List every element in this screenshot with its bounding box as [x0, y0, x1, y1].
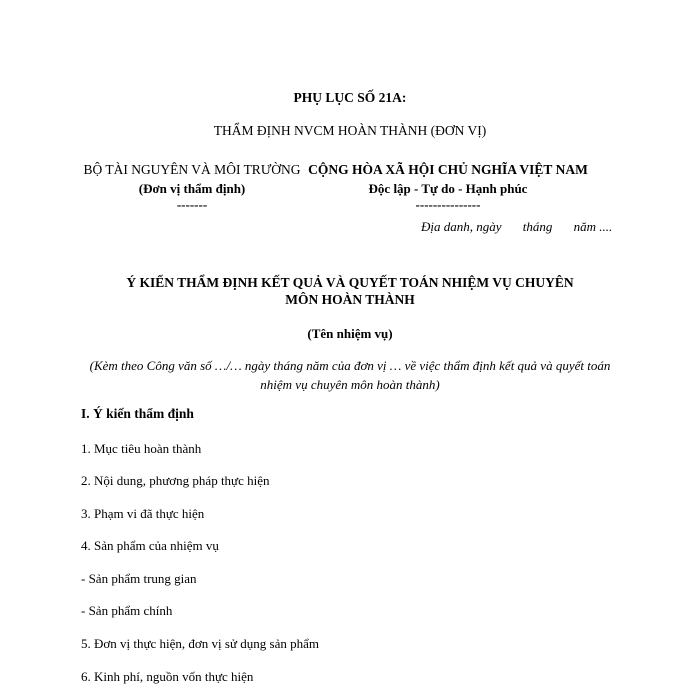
place-date-line	[421, 219, 612, 235]
appendix-subtitle: THẨM ĐỊNH NVCM HOÀN THÀNH (ĐƠN VỊ)	[213, 123, 487, 138]
list-item: 5. Đơn vị thực hiện, đơn vị sử dụng sản phẩm	[81, 636, 319, 651]
ministry-divider: -------	[176, 197, 208, 212]
nation-motto: Độc lập - Tự do - Hạnh phúc	[368, 181, 528, 196]
section-heading: I. Ý kiến thẩm định	[81, 406, 194, 421]
list-item: 3. Phạm vi đã thực hiện	[81, 506, 205, 521]
appendix-title: PHỤ LỤC SỐ 21A:	[293, 90, 407, 105]
nation-divider: ---------------	[415, 197, 481, 212]
list-item: 4. Sản phẩm của nhiệm vụ	[81, 538, 219, 553]
month-label: tháng	[522, 219, 553, 234]
task-name: (Tên nhiệm vụ)	[307, 326, 393, 341]
place-day-label: Địa danh, ngày	[421, 219, 502, 234]
year-label: năm ....	[573, 219, 613, 234]
list-item: 2. Nội dung, phương pháp thực hiện	[81, 473, 270, 488]
nation-name: CỘNG HÒA XÃ HỘI CHỦ NGHĨA VIỆT NAM	[308, 162, 588, 177]
list-item: 6. Kinh phí, nguồn vốn thực hiện	[81, 669, 254, 684]
appraisal-unit-label: (Đơn vị thẩm định)	[138, 181, 246, 196]
ministry-name: BỘ TÀI NGUYÊN VÀ MÔI TRƯỜNG	[83, 162, 301, 177]
list-item: 1. Mục tiêu hoàn thành	[81, 441, 202, 456]
list-item: - Sản phẩm trung gian	[81, 571, 197, 586]
attached-note: (Kèm theo Công văn số …/… ngày tháng năm của đơn vị … về việc thẩm định kết quả và quyết toán nhiệm vụ chuyên môn hoàn thành)	[89, 358, 611, 392]
list-item: - Sản phẩm chính	[81, 603, 173, 618]
document-title: Ý KIẾN THẨM ĐỊNH KẾT QUẢ VÀ QUYẾT TOÁN NHIỆM VỤ CHUYÊN MÔN HOÀN THÀNH	[126, 275, 574, 307]
